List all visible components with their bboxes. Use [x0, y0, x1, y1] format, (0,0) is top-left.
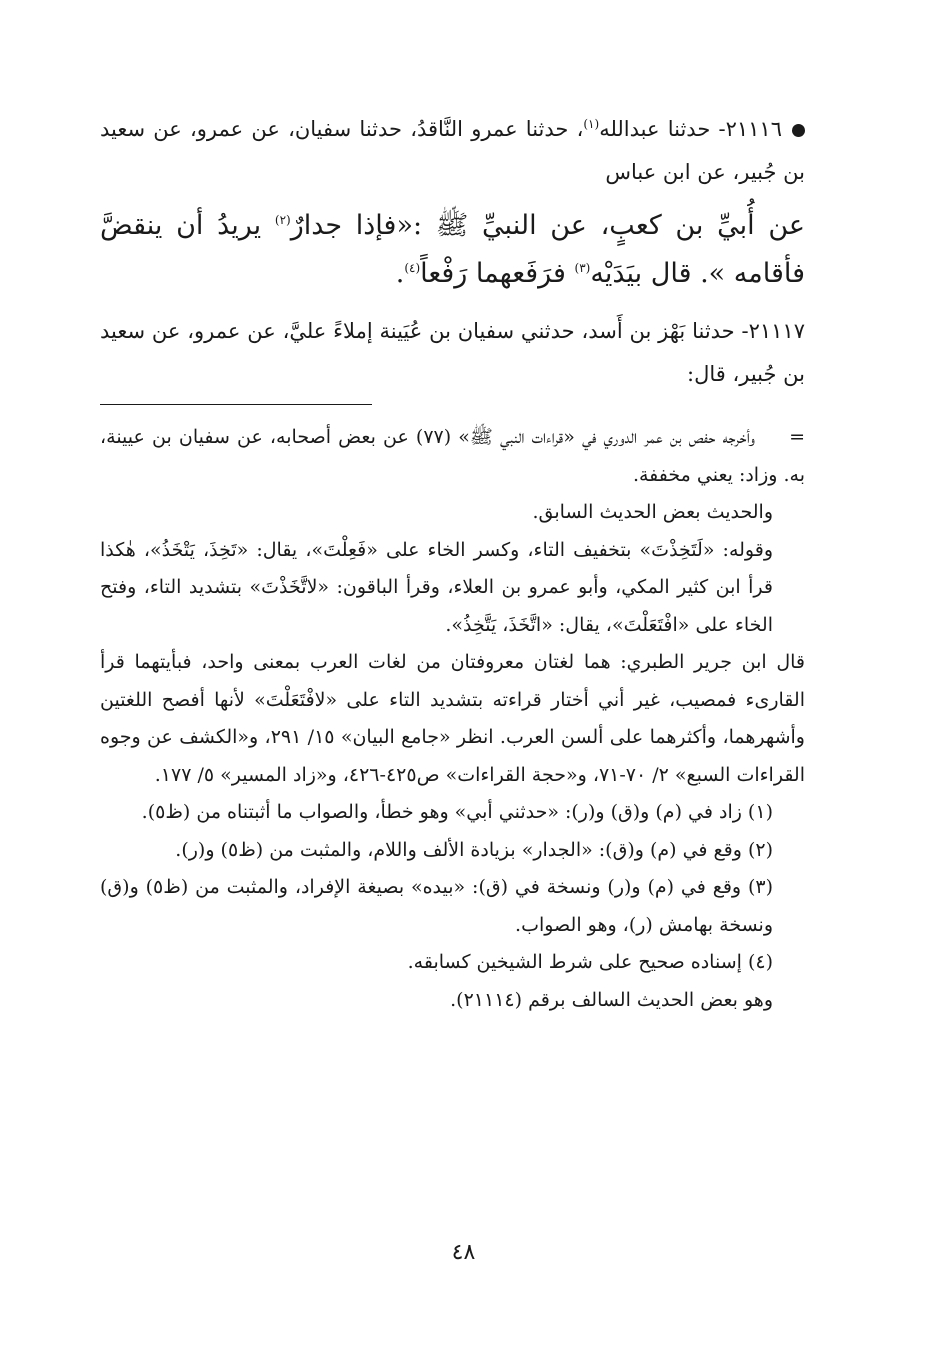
note-p2: والحديث بعض الحديث السابق.	[532, 501, 773, 523]
footnote-2: (٢) وقع في (م) و(ق): «الجدار» بزيادة الألف واللام، والمثبت من (ظ٥) و(ر).	[175, 838, 773, 861]
page-number: ٤٨	[451, 1240, 476, 1265]
hadith-21117	[100, 310, 805, 396]
note-continuation	[100, 419, 805, 494]
footnote-ref-2[interactable]: (٢)	[274, 213, 291, 227]
footnote-ref-4[interactable]: (٤)	[404, 261, 421, 275]
note-p4: قال ابن جرير الطبري: هما لغتان معروفتان من لغات العرب بمعنى واحد، فبأيتهما قرأ القارىء فمصيب، غير أني أختار قراءته بتشديد التاء على «لافْتَعَلْتَ» لأنها أفصح اللغتين وأشهرهما، وأكثرهما على ألسن العرب. انظر «جامع البيان» ١٥/ ٢٩١، و«الكشف عن وجوه القراءات السبع» ٢/ ٧٠-٧١، و«حجة القراءات» ص٤٢٥-٤٢٦، و«زاد المسير» ٥/ ١٧٧.	[100, 651, 805, 786]
continuation-mark: =	[789, 426, 805, 448]
hadith-21116-text: ٢١١١٦- حدثنا عبدالله	[599, 117, 782, 141]
footnote-ref-3[interactable]: (٣)	[574, 261, 591, 275]
matn-part-3: فرَفَعهما رَفْعاً	[420, 258, 575, 289]
note-p3: وقوله: «لَتَخِذْتَ» بتخفيف التاء، وكسر الخاء على «فَعِلْتَ»، يقال: «تَخِذَ، يَتْخَذُ»، هٰكذا قرأ ابن كثير المكي، وأبو عمرو بن العلاء، وقرأ الباقون: «لاتَّخَذْتَ» بتشديد التاء، وفتح الخاء على «افْتَعَلْتَ»، يقال: «اتَّخَذَ، يَتَّخِذُ».	[100, 538, 773, 636]
footnote-ref-1[interactable]: (١)	[583, 117, 600, 131]
footnote-1: (١) زاد في (م) و(ق) و(ر): «حدثني أبي» وهو خطأ، والصواب ما أثبتناه من (ظ٥).	[141, 801, 773, 823]
matn-part-1: عن أُبيِّ بن كعبٍ، عن النبيِّ ﷺ :«فإذا جدارٌ	[290, 210, 805, 241]
note-p1: وأخرجه حفص بن عمر الدوري في «قراءات النبي ﷺ» (٧٧) عن بعض أصحابه، عن سفيان بن عيينة، به. وزاد: يعني مخففة.	[100, 426, 805, 486]
footnote-separator	[100, 404, 372, 405]
footnote-4-continuation: وهو بعض الحديث السالف برقم (٢١١١٤).	[450, 988, 773, 1011]
footnote-3: (٣) وقع في (م) و(ر) ونسخة في (ق): «بيده» بصيغة الإفراد، والمثبت من (ظ٥) و(ق) ونسخة بهامش (ر)، وهو الصواب.	[100, 876, 773, 936]
matn-part-2: يريدُ أن ينقضَّ فأقامه ». قال بيَدَيْه	[100, 210, 805, 289]
hadith-21117-text: ٢١١١٧- حدثنا بَهْز بن أَسد، حدثني سفيان بن عُيَينة إملاءً عليَّ، عن عمرو، عن سعيد بن جُبير، قال:	[100, 319, 805, 386]
hadith-21116	[100, 108, 805, 194]
page-body	[100, 108, 805, 1019]
hadith-21116-text-rest: ، حدثنا عمرو النَّاقدُ، حدثنا سفيان، عن عمرو، عن سعيد بن جُبير، عن ابن عباس	[100, 117, 805, 184]
footnotes	[100, 419, 805, 1019]
footnote-4: (٤) إسناده صحيح على شرط الشيخين كسابقه.	[407, 951, 773, 973]
hadith-matn	[100, 202, 805, 298]
matn-part-4: .	[395, 258, 405, 289]
hadith-bullet-icon	[792, 124, 805, 137]
